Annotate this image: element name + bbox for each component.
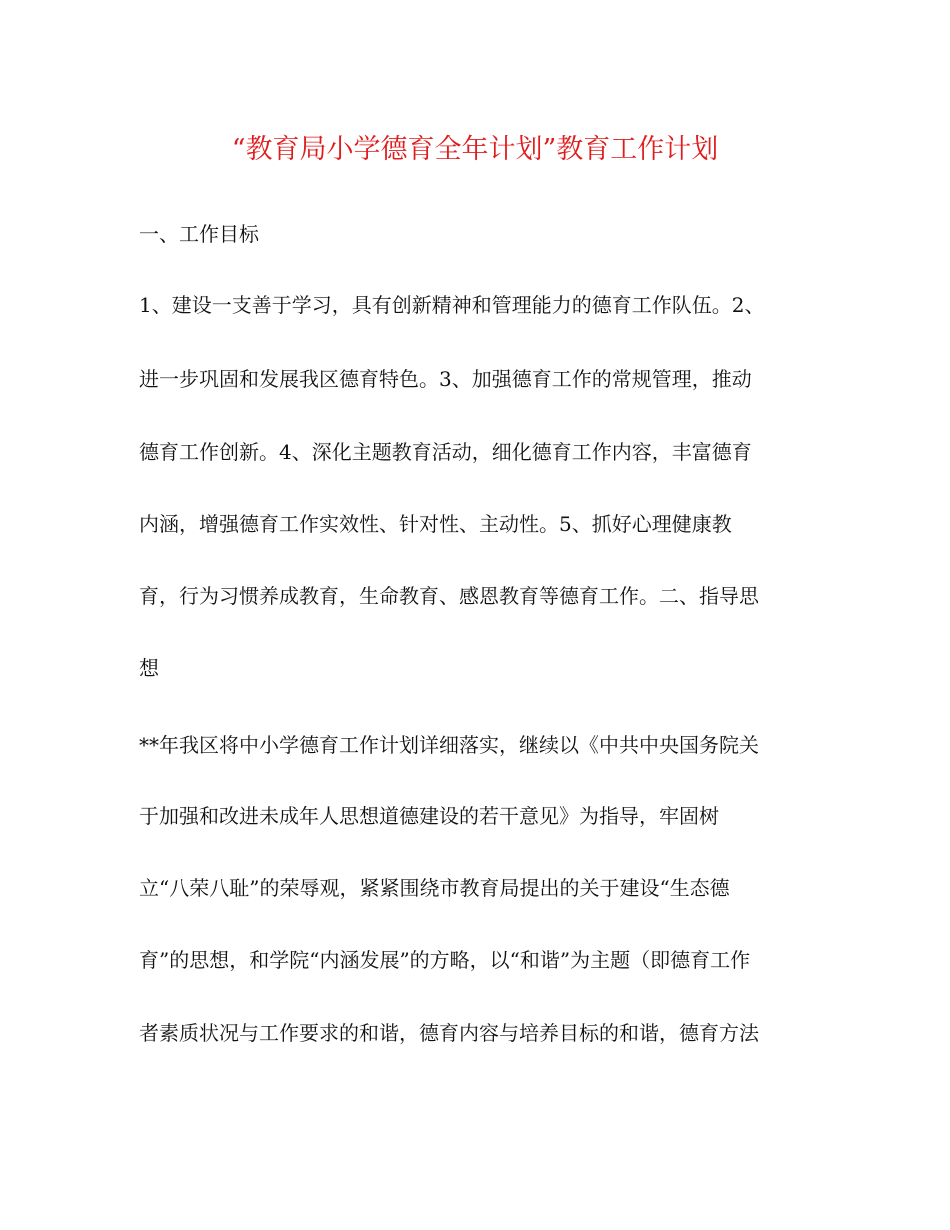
body-line: **年我区将中小学德育工作计划详细落实，继续以《中共中央国务院关: [139, 733, 759, 757]
body-line: 1、建设一支善于学习，具有创新精神和管理能力的德育工作队伍。2、: [139, 293, 765, 317]
body-line: 育，行为习惯养成教育，生命教育、感恩教育等德育工作。二、指导思: [139, 584, 759, 608]
body-line: 德育工作创新。4、深化主题教育活动，细化德育工作内容，丰富德育: [139, 440, 752, 464]
body-line: 于加强和改进未成年人思想道德建设的若干意见》为指导，牢固树: [139, 804, 719, 828]
body-line: 者素质状况与工作要求的和谐，德育内容与培养目标的和谐，德育方法: [139, 1021, 759, 1045]
body-line: 立“八荣八耻”的荣辱观，紧紧围绕市教育局提出的关于建设“生态德: [139, 876, 730, 900]
body-line: 育”的思想，和学院“内涵发展”的方略，以“和谐”为主题（即德育工作: [139, 948, 751, 972]
body-line: 内涵，增强德育工作实效性、针对性、主动性。5、抓好心理健康教: [139, 512, 732, 536]
document-title: “教育局小学德育全年计划”教育工作计划: [231, 134, 719, 165]
body-line: 进一步巩固和发展我区德育特色。3、加强德育工作的常规管理，推动: [139, 367, 752, 391]
body-line: 想: [139, 656, 159, 680]
section-heading-goals: 一、工作目标: [139, 222, 259, 246]
